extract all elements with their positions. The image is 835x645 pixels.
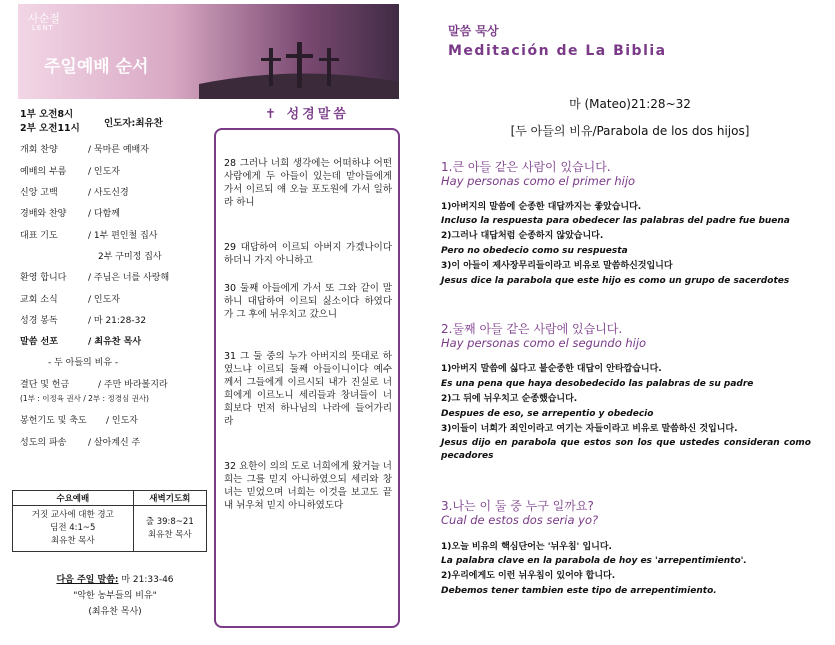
point-line: Despues de eso, se arrepentio y obedecio [441, 409, 654, 419]
first-service: 1부 오전8시 [20, 109, 74, 120]
next-week-preacher: (최유찬 목사) [88, 607, 142, 617]
order-item: 신앙 고백 / 사도신경 [20, 188, 129, 198]
verse-29: 29 대답하여 이르되 아버지 가겠나이다 하더니 가지 아니하고 [224, 242, 392, 266]
point-line: Pero no obedecio como su respuesta [441, 246, 628, 256]
season-ko: 사순절 [28, 12, 60, 25]
verse-28: 28 그러나 너희 생각에는 어떠하냐 어떤 사람에게 두 아들이 있는데 맏아들에게 가서 이르되 얘 오늘 포도원에 가서 일하라 하니 [224, 158, 392, 208]
order-item: 환영 합니다 / 주님은 너를 사랑해 [20, 273, 170, 283]
order-item: 경배와 찬양 / 다함께 [20, 209, 120, 219]
season-en: LENT [32, 24, 54, 32]
point-line: Es una pena que haya desobedecido las palabras de su padre [441, 379, 754, 389]
meditation-title-ko: 말씀 묵상 [448, 24, 499, 38]
point-line: La palabra clave en la parabola de hoy es 'arrepentimiento'. [441, 556, 747, 566]
section-1-ko: 1.큰 아들 같은 사람이 있습니다. [441, 160, 611, 174]
crosses-icon [199, 4, 399, 99]
sending: 성도의 파송 / 살아계신 주 [20, 438, 141, 448]
sermon-title: - 두 아들의 비유 - [48, 358, 119, 368]
service-times [20, 108, 80, 136]
point-line: 1)아버지의 말씀에 순종한 대답까지는 좋았습니다. [441, 202, 642, 212]
second-service: 2부 오전11시 [20, 123, 80, 134]
next-week-ref: 마 21:33-46 [118, 575, 174, 585]
cross-icon: ✝ [265, 107, 287, 122]
scripture-title: ✝ 성경말씀 [265, 107, 349, 122]
dawn-cell: 출 39:8~21 최유찬 목사 [133, 506, 206, 552]
offering: 결단 및 헌금 / 주만 바라볼지라 [20, 380, 168, 390]
point-line: 3)이 아들이 제사장무리들이라고 비유로 말씀하신것입니다 [441, 261, 673, 271]
section-3-es: Cual de estos dos seria yo? [441, 513, 599, 527]
next-week-label: 다음 주일 말씀: [56, 575, 119, 585]
point-line: 1)아버지 말씀에 싫다고 불순종한 대답이 안타깝습니다. [441, 364, 662, 374]
section-1-es: Hay personas como el primer hijo [441, 174, 636, 188]
order-item: 성경 봉독 / 마 21:28-32 [20, 316, 147, 326]
meditation-title-es: Meditación de La Biblia [448, 43, 667, 59]
order-item: 예배의 부름 / 인도자 [20, 167, 120, 177]
verse-31: 31 그 둘 중의 누가 아버지의 뜻대로 하였느냐 이르되 둘째 아들이니이다 예수께서 그들에게 이르시되 내가 진실로 너희에게 이르노니 세리들과 창녀들이 너희보다 먼저 하나님의 나라에 들어가리라 [224, 351, 392, 427]
point-line: 3)이들이 너희가 죄인이라고 여기는 자들이라고 비유로 말씀하신 것입니다. [441, 424, 738, 434]
offering-note: (1부 : 이정육 권사 / 2부 : 정경심 권사) [20, 394, 149, 403]
point-line: 2)그 뒤에 뉘우치고 순종했습니다. [441, 394, 578, 404]
banner [18, 4, 399, 99]
order-item: 말씀 선포 / 최유찬 목사 [20, 337, 142, 347]
order-item: 교회 소식 / 인도자 [20, 295, 120, 305]
point-line: Jesus dice la parabola que este hijo es como un grupo de sacerdotes [441, 276, 790, 286]
order-item: 개회 찬양 / 묵마른 예배자 [20, 145, 149, 155]
order-item: 대표 기도 / 1부 편인철 집사 [20, 231, 158, 241]
point-line: 2)그러나 대답처럼 순종하지 않았습니다. [441, 231, 604, 241]
prayer-table [12, 490, 207, 552]
subtitle: [두 아들의 비유/Parabola de los dos hijos] [510, 124, 750, 138]
section-3-ko: 3.나는 이 둘 중 누구 일까요? [441, 499, 594, 513]
point-line: Incluso la respuesta para obedecer las palabras del padre fue buena [441, 216, 790, 226]
wed-cell: 거짓 교사에 대한 경고 딤전 4:1~5 최유찬 목사 [13, 506, 134, 552]
verse-30: 30 둘째 아들에게 가서 또 그와 같이 말하니 대답하여 이르되 싫소이다 하였다가 그 후에 뉘우치고 갔으니 [224, 283, 392, 320]
benediction: 봉헌기도 및 축도 / 인도자 [20, 416, 138, 426]
banner-title: 주일예배 순서 [44, 57, 149, 77]
wed-header: 수요예배 [13, 491, 134, 506]
leader: 인도자:최유찬 [104, 118, 163, 129]
next-week-title: "악한 농부들의 비유" [73, 591, 157, 601]
section-2-ko: 2.둘째 아들 같은 사람에 있습니다. [441, 322, 623, 336]
next-week [20, 572, 210, 620]
verse-32: 32 요한이 의의 도로 너희에게 왔거늘 너희는 그를 믿지 아니하였으되 세리와 창녀는 믿었으며 너희는 이것을 보고도 끝내 뉘우쳐 믿지 아니하였도다 [224, 461, 392, 511]
point-line: 2)우리에게도 이런 뉘우침이 있어야 합니다. [441, 571, 616, 581]
section-2-es: Hay personas como el segundo hijo [441, 336, 647, 350]
dawn-header: 새벽기도회 [133, 491, 206, 506]
point-line: 1)오늘 비유의 핵심단어는 '뉘우침' 입니다. [441, 542, 612, 552]
point-line: Jesus dijo en parabola que estos son los que ustedes consideran como pecadores [441, 438, 811, 461]
point-line: Debemos tener tambien este tipo de arrepentimiento. [441, 586, 717, 596]
scripture-ref: 마 (Mateo)21:28~32 [569, 97, 691, 111]
